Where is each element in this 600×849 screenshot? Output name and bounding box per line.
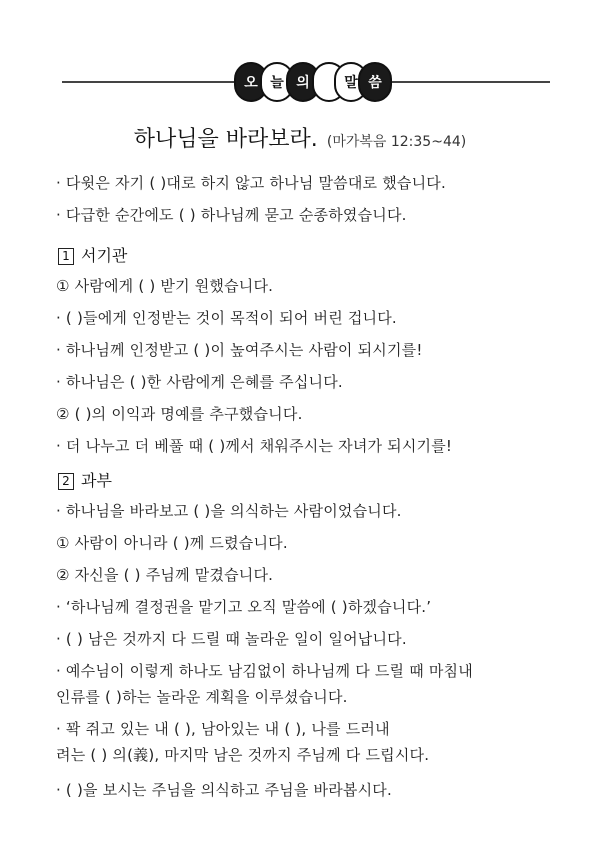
section-1-heading bbox=[58, 243, 127, 266]
banner-char-5: 씀 bbox=[358, 62, 392, 102]
banner-char-4: 말 bbox=[334, 62, 368, 102]
section-1-line-1: ① 사람에게 ( ) 받기 원했습니다. bbox=[56, 277, 274, 295]
section-1-title: 서기관 bbox=[81, 246, 128, 265]
section-2-number: 2 bbox=[58, 473, 74, 490]
todays-word-banner bbox=[0, 52, 600, 114]
section-2-line-7: · 꽉 쥐고 있는 내 ( ), 남아있는 내 ( ), 나를 드러내 bbox=[56, 720, 390, 738]
banner-char-3: 의 bbox=[286, 62, 320, 102]
banner-rule-left bbox=[62, 81, 234, 83]
section-2-line-8: · ( )을 보시는 주님을 의식하고 주님을 바라봅시다. bbox=[56, 781, 392, 799]
section-2-line-2: ① 사람이 아니라 ( )께 드렸습니다. bbox=[56, 534, 288, 552]
banner-char-1: 오 bbox=[234, 62, 268, 102]
section-2-line-7-cont: 려는 ( ) 의(義), 마지막 남은 것까지 주님께 다 드립시다. bbox=[56, 746, 430, 764]
section-2-line-4: · ‘하나님께 결정권을 맡기고 오직 말씀에 ( )하겠습니다.’ bbox=[56, 598, 432, 616]
section-2-line-1: · 하나님을 바라보고 ( )을 의식하는 사람이었습니다. bbox=[56, 502, 402, 520]
section-2-line-6-cont: 인류를 ( )하는 놀라운 계획을 이루셨습니다. bbox=[56, 688, 348, 706]
intro-line-1: · 다윗은 자기 ( )대로 하지 않고 하나님 말씀대로 했습니다. bbox=[56, 174, 446, 192]
section-1-line-6: · 더 나누고 더 베풀 때 ( )께서 채워주시는 자녀가 되시기를! bbox=[56, 437, 453, 455]
intro-line-2: · 다급한 순간에도 ( ) 하나님께 묻고 순종하였습니다. bbox=[56, 206, 407, 224]
title-main: 하나님을 바라보라. bbox=[133, 127, 318, 152]
sermon-title bbox=[0, 122, 600, 153]
section-2-line-5: · ( ) 남은 것까지 다 드릴 때 놀라운 일이 일어납니다. bbox=[56, 630, 407, 648]
section-2-line-3: ② 자신을 ( ) 주님께 맡겼습니다. bbox=[56, 566, 274, 584]
banner-char-2: 늘 bbox=[260, 62, 294, 102]
section-1-line-3: · 하나님께 인정받고 ( )이 높여주시는 사람이 되시기를! bbox=[56, 341, 423, 359]
section-1-line-2: · ( )들에게 인정받는 것이 목적이 되어 버린 겁니다. bbox=[56, 309, 397, 327]
scripture-reference: (마가복음 12:35~44) bbox=[326, 134, 467, 150]
section-2-heading bbox=[58, 468, 112, 491]
section-1-number: 1 bbox=[58, 248, 74, 265]
banner-rule-right bbox=[382, 81, 550, 83]
section-1-line-5: ② ( )의 이익과 명예를 추구했습니다. bbox=[56, 405, 303, 423]
section-2-title: 과부 bbox=[81, 471, 112, 490]
section-2-line-6: · 예수님이 이렇게 하나도 남김없이 하나님께 다 드릴 때 마침내 bbox=[56, 662, 473, 680]
section-1-line-4: · 하나님은 ( )한 사람에게 은혜를 주십니다. bbox=[56, 373, 343, 391]
